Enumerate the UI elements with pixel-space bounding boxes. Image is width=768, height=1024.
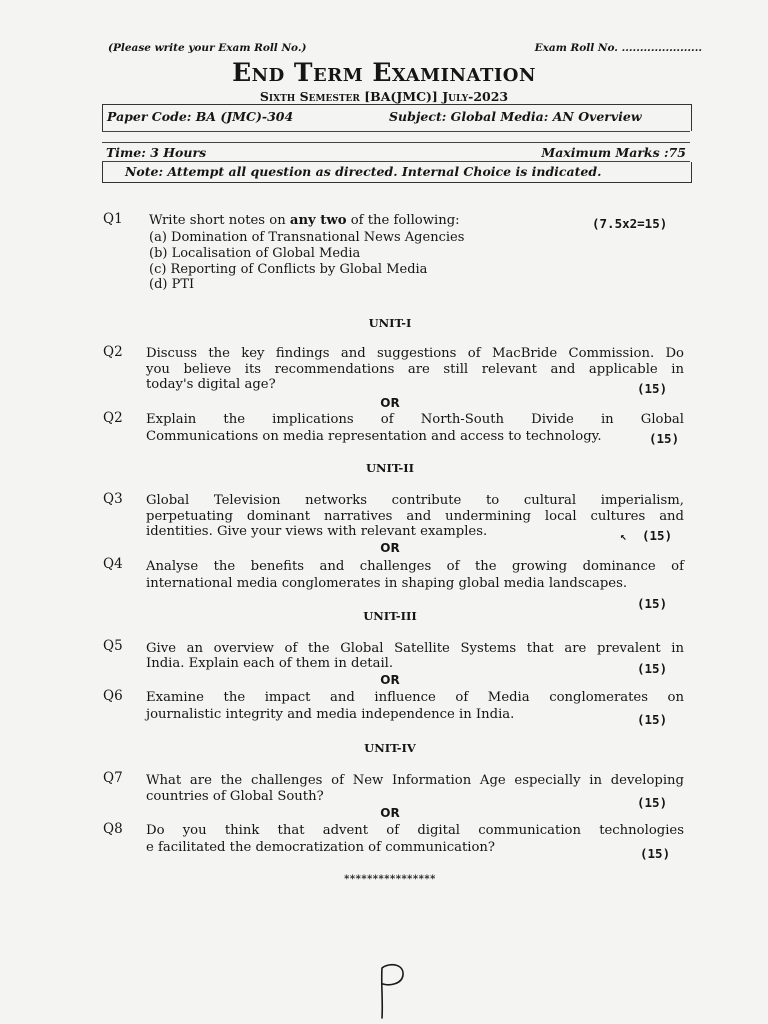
paper-info-box xyxy=(102,104,692,131)
marks: (15) xyxy=(642,528,673,543)
question-number: Q2 xyxy=(103,344,123,360)
exam-title: End Term Examination xyxy=(232,58,536,87)
question-line: e facilitated the democratization of communication? xyxy=(146,840,495,855)
question-number: Q3 xyxy=(103,491,123,507)
question-line: Give an overview of the Global Satellite Systems that are prevalent in xyxy=(146,641,684,656)
list-item: (a) Domination of Transnational News Agencies xyxy=(149,230,465,245)
question-line: journalistic integrity and media independence in India. xyxy=(146,707,515,722)
instructions-note: Note: Attempt all question as directed. Internal Choice is indicated. xyxy=(125,164,602,179)
unit-heading: UNIT-I xyxy=(368,316,412,330)
question-line: Analyse the benefits and challenges of the growing dominance of xyxy=(146,559,684,574)
question-line: What are the challenges of New Information Age especially in developing xyxy=(146,773,684,788)
list-item: (c) Reporting of Conflicts by Global Media xyxy=(149,262,428,277)
question-number: Q6 xyxy=(103,688,123,704)
question-line: Discuss the key findings and suggestions of MacBride Commission. Do xyxy=(146,346,684,361)
tick-mark: ↖ xyxy=(620,530,627,543)
divider xyxy=(102,131,690,132)
or-separator: OR xyxy=(380,541,400,555)
marks: (15) xyxy=(637,381,668,396)
question-line: Global Television networks contribute to cultural imperialism, xyxy=(146,493,684,508)
marks: (15) xyxy=(637,596,668,611)
question-line: India. Explain each of them in detail. xyxy=(146,656,394,671)
question-number: Q2 xyxy=(103,410,123,426)
handwritten-p-mark xyxy=(372,960,412,1020)
marks: (15) xyxy=(649,431,680,446)
unit-heading: UNIT-II xyxy=(365,461,415,475)
unit-heading: UNIT-IV xyxy=(364,741,416,755)
question-line: perpetuating dominant narratives and undermining local cultures and xyxy=(146,509,684,524)
maximum-marks: Maximum Marks :75 xyxy=(541,145,686,160)
roll-prompt: (Please write your Exam Roll No.) xyxy=(108,42,307,54)
or-separator: OR xyxy=(380,396,400,410)
subject: Subject: Global Media: AN Overview xyxy=(389,109,642,124)
roll-field: Exam Roll No. ...................... xyxy=(534,42,702,54)
question-number: Q4 xyxy=(103,556,123,572)
time-allowed: Time: 3 Hours xyxy=(106,145,207,160)
unit-heading: UNIT-III xyxy=(363,609,417,623)
end-of-paper-stars: **************** xyxy=(344,874,436,885)
marks: (15) xyxy=(637,795,668,810)
question-number: Q8 xyxy=(103,821,123,837)
paper-code: Paper Code: BA (JMC)-304 xyxy=(107,109,294,124)
question-line: identities. Give your views with relevant examples. xyxy=(146,524,488,539)
question-line: Communications on media representation and access to technology. xyxy=(146,429,602,444)
marks: (15) xyxy=(637,712,668,727)
marks: (7.5x2=15) xyxy=(592,216,668,231)
or-separator: OR xyxy=(380,806,400,820)
question-text: Write short notes on any two of the following: xyxy=(149,213,460,228)
semester-line: Sixth Semester [BA(JMC)] July-2023 xyxy=(259,89,509,104)
question-number: Q5 xyxy=(103,638,123,654)
question-number: Q1 xyxy=(103,211,123,227)
question-line: countries of Global South? xyxy=(146,789,324,804)
question-line: Explain the implications of North-South Divide in Global xyxy=(146,412,684,427)
question-number: Q7 xyxy=(103,770,123,786)
or-separator: OR xyxy=(380,673,400,687)
note-box xyxy=(102,162,692,183)
question-line: international media conglomerates in shaping global media landscapes. xyxy=(146,576,628,591)
marks: (15) xyxy=(640,846,671,861)
list-item: (b) Localisation of Global Media xyxy=(149,246,361,261)
question-line: Do you think that advent of digital communication technologies xyxy=(146,823,684,838)
divider xyxy=(102,142,690,143)
question-line: today's digital age? xyxy=(146,377,276,392)
list-item: (d) PTI xyxy=(149,277,195,292)
marks: (15) xyxy=(637,661,668,676)
question-line: Examine the impact and influence of Media conglomerates on xyxy=(146,690,684,705)
question-line: you believe its recommendations are still relevant and applicable in xyxy=(146,362,684,377)
